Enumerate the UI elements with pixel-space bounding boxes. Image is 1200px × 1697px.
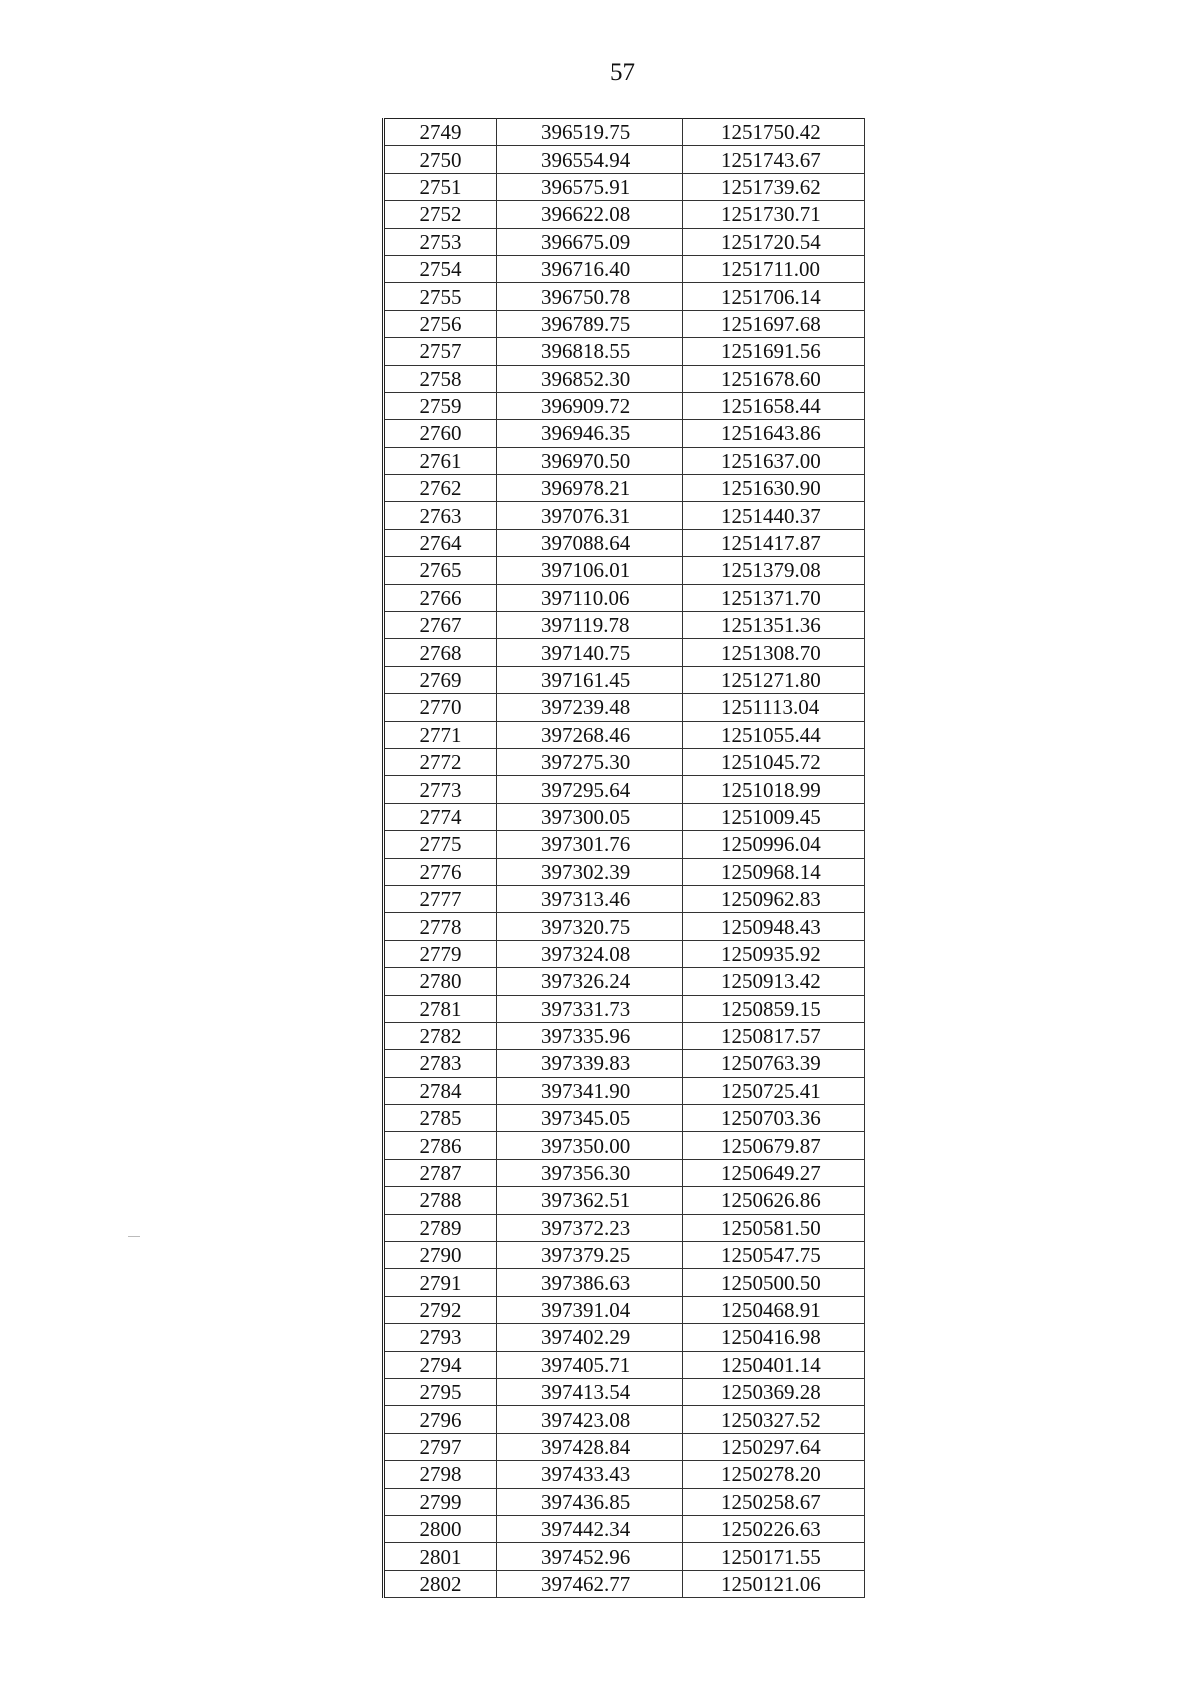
y-coordinate-cell: 1250725.41 xyxy=(683,1077,865,1104)
point-number-cell: 2757 xyxy=(384,338,497,365)
y-coordinate-cell: 1250962.83 xyxy=(683,885,865,912)
x-coordinate-cell: 397106.01 xyxy=(497,557,683,584)
x-coordinate-cell: 397119.78 xyxy=(497,612,683,639)
point-number-cell: 2801 xyxy=(384,1543,497,1570)
table-row xyxy=(384,420,865,447)
table-row xyxy=(384,392,865,419)
point-number-cell: 2802 xyxy=(384,1570,497,1597)
point-number-cell: 2758 xyxy=(384,365,497,392)
x-coordinate-cell: 396675.09 xyxy=(497,228,683,255)
table-row xyxy=(384,1296,865,1323)
point-number-cell: 2752 xyxy=(384,201,497,228)
point-number-cell: 2781 xyxy=(384,995,497,1022)
point-number-cell: 2753 xyxy=(384,228,497,255)
x-coordinate-cell: 396716.40 xyxy=(497,255,683,282)
y-coordinate-cell: 1251720.54 xyxy=(683,228,865,255)
y-coordinate-cell: 1251371.70 xyxy=(683,584,865,611)
table-row xyxy=(384,1159,865,1186)
table-row xyxy=(384,283,865,310)
y-coordinate-cell: 1250996.04 xyxy=(683,831,865,858)
point-number-cell: 2771 xyxy=(384,721,497,748)
table-row xyxy=(384,1351,865,1378)
x-coordinate-cell: 397462.77 xyxy=(497,1570,683,1597)
table-row xyxy=(384,612,865,639)
point-number-cell: 2774 xyxy=(384,803,497,830)
point-number-cell: 2789 xyxy=(384,1214,497,1241)
y-coordinate-cell: 1250327.52 xyxy=(683,1406,865,1433)
x-coordinate-cell: 397268.46 xyxy=(497,721,683,748)
y-coordinate-cell: 1250581.50 xyxy=(683,1214,865,1241)
table-row xyxy=(384,1022,865,1049)
x-coordinate-cell: 397076.31 xyxy=(497,502,683,529)
y-coordinate-cell: 1251009.45 xyxy=(683,803,865,830)
x-coordinate-cell: 396622.08 xyxy=(497,201,683,228)
y-coordinate-cell: 1250679.87 xyxy=(683,1132,865,1159)
table-row xyxy=(384,694,865,721)
table-row xyxy=(384,1077,865,1104)
table-row xyxy=(384,968,865,995)
table-row xyxy=(384,1570,865,1597)
point-number-cell: 2762 xyxy=(384,475,497,502)
y-coordinate-cell: 1250369.28 xyxy=(683,1378,865,1405)
table-row xyxy=(384,1406,865,1433)
y-coordinate-cell: 1250763.39 xyxy=(683,1050,865,1077)
table-row xyxy=(384,557,865,584)
y-coordinate-cell: 1251417.87 xyxy=(683,529,865,556)
table-row xyxy=(384,502,865,529)
point-number-cell: 2796 xyxy=(384,1406,497,1433)
point-number-cell: 2767 xyxy=(384,612,497,639)
y-coordinate-cell: 1250500.50 xyxy=(683,1269,865,1296)
y-coordinate-cell: 1251739.62 xyxy=(683,173,865,200)
y-coordinate-cell: 1251440.37 xyxy=(683,502,865,529)
table-row xyxy=(384,913,865,940)
y-coordinate-cell: 1250626.86 xyxy=(683,1187,865,1214)
x-coordinate-cell: 397275.30 xyxy=(497,748,683,775)
x-coordinate-cell: 397301.76 xyxy=(497,831,683,858)
point-number-cell: 2766 xyxy=(384,584,497,611)
table-row xyxy=(384,1515,865,1542)
point-number-cell: 2776 xyxy=(384,858,497,885)
point-number-cell: 2765 xyxy=(384,557,497,584)
y-coordinate-cell: 1250913.42 xyxy=(683,968,865,995)
x-coordinate-cell: 396554.94 xyxy=(497,146,683,173)
table-row xyxy=(384,1324,865,1351)
point-number-cell: 2770 xyxy=(384,694,497,721)
y-coordinate-cell: 1251691.56 xyxy=(683,338,865,365)
page-number: 57 xyxy=(610,59,635,86)
table-row xyxy=(384,1461,865,1488)
y-coordinate-cell: 1250859.15 xyxy=(683,995,865,1022)
x-coordinate-cell: 396970.50 xyxy=(497,447,683,474)
x-coordinate-cell: 397372.23 xyxy=(497,1214,683,1241)
x-coordinate-cell: 397331.73 xyxy=(497,995,683,1022)
table-row xyxy=(384,803,865,830)
x-coordinate-cell: 397239.48 xyxy=(497,694,683,721)
point-number-cell: 2760 xyxy=(384,420,497,447)
point-number-cell: 2768 xyxy=(384,639,497,666)
x-coordinate-cell: 396575.91 xyxy=(497,173,683,200)
table-row xyxy=(384,447,865,474)
y-coordinate-cell: 1251643.86 xyxy=(683,420,865,447)
y-coordinate-cell: 1251351.36 xyxy=(683,612,865,639)
table-row xyxy=(384,885,865,912)
x-coordinate-cell: 397326.24 xyxy=(497,968,683,995)
y-coordinate-cell: 1251630.90 xyxy=(683,475,865,502)
y-coordinate-cell: 1250416.98 xyxy=(683,1324,865,1351)
y-coordinate-cell: 1251113.04 xyxy=(683,694,865,721)
y-coordinate-cell: 1250258.67 xyxy=(683,1488,865,1515)
y-coordinate-cell: 1250948.43 xyxy=(683,913,865,940)
x-coordinate-cell: 397386.63 xyxy=(497,1269,683,1296)
table-row xyxy=(384,201,865,228)
x-coordinate-cell: 397436.85 xyxy=(497,1488,683,1515)
x-coordinate-cell: 397442.34 xyxy=(497,1515,683,1542)
y-coordinate-cell: 1250468.91 xyxy=(683,1296,865,1323)
y-coordinate-cell: 1251045.72 xyxy=(683,748,865,775)
y-coordinate-cell: 1250935.92 xyxy=(683,940,865,967)
table-row xyxy=(384,584,865,611)
y-coordinate-cell: 1250171.55 xyxy=(683,1543,865,1570)
table-row xyxy=(384,146,865,173)
y-coordinate-cell: 1251658.44 xyxy=(683,392,865,419)
x-coordinate-cell: 397295.64 xyxy=(497,776,683,803)
y-coordinate-cell: 1250121.06 xyxy=(683,1570,865,1597)
point-number-cell: 2793 xyxy=(384,1324,497,1351)
point-number-cell: 2800 xyxy=(384,1515,497,1542)
x-coordinate-cell: 397423.08 xyxy=(497,1406,683,1433)
table-row xyxy=(384,1050,865,1077)
table-row xyxy=(384,1269,865,1296)
y-coordinate-cell: 1251018.99 xyxy=(683,776,865,803)
x-coordinate-cell: 397300.05 xyxy=(497,803,683,830)
y-coordinate-cell: 1250547.75 xyxy=(683,1242,865,1269)
x-coordinate-cell: 397161.45 xyxy=(497,666,683,693)
table-row xyxy=(384,255,865,282)
y-coordinate-cell: 1251750.42 xyxy=(683,119,865,146)
point-number-cell: 2792 xyxy=(384,1296,497,1323)
point-number-cell: 2788 xyxy=(384,1187,497,1214)
point-number-cell: 2772 xyxy=(384,748,497,775)
x-coordinate-cell: 396909.72 xyxy=(497,392,683,419)
point-number-cell: 2763 xyxy=(384,502,497,529)
x-coordinate-cell: 397452.96 xyxy=(497,1543,683,1570)
point-number-cell: 2764 xyxy=(384,529,497,556)
x-coordinate-cell: 396852.30 xyxy=(497,365,683,392)
table-row xyxy=(384,1488,865,1515)
y-coordinate-cell: 1251711.00 xyxy=(683,255,865,282)
table-row xyxy=(384,228,865,255)
x-coordinate-cell: 397320.75 xyxy=(497,913,683,940)
x-coordinate-cell: 397313.46 xyxy=(497,885,683,912)
point-number-cell: 2755 xyxy=(384,283,497,310)
y-coordinate-cell: 1250649.27 xyxy=(683,1159,865,1186)
table-row xyxy=(384,1187,865,1214)
y-coordinate-cell: 1251730.71 xyxy=(683,201,865,228)
point-number-cell: 2779 xyxy=(384,940,497,967)
table-row xyxy=(384,1543,865,1570)
y-coordinate-cell: 1250968.14 xyxy=(683,858,865,885)
point-number-cell: 2787 xyxy=(384,1159,497,1186)
point-number-cell: 2750 xyxy=(384,146,497,173)
y-coordinate-cell: 1250297.64 xyxy=(683,1433,865,1460)
table-row xyxy=(384,338,865,365)
x-coordinate-cell: 396789.75 xyxy=(497,310,683,337)
point-number-cell: 2799 xyxy=(384,1488,497,1515)
point-number-cell: 2783 xyxy=(384,1050,497,1077)
point-number-cell: 2795 xyxy=(384,1378,497,1405)
table-row xyxy=(384,721,865,748)
y-coordinate-cell: 1251379.08 xyxy=(683,557,865,584)
x-coordinate-cell: 397302.39 xyxy=(497,858,683,885)
x-coordinate-cell: 397350.00 xyxy=(497,1132,683,1159)
x-coordinate-cell: 397356.30 xyxy=(497,1159,683,1186)
x-coordinate-cell: 397391.04 xyxy=(497,1296,683,1323)
table-row xyxy=(384,639,865,666)
x-coordinate-cell: 397345.05 xyxy=(497,1105,683,1132)
x-coordinate-cell: 396978.21 xyxy=(497,475,683,502)
x-coordinate-cell: 397341.90 xyxy=(497,1077,683,1104)
point-number-cell: 2749 xyxy=(384,119,497,146)
table-row xyxy=(384,1433,865,1460)
point-number-cell: 2780 xyxy=(384,968,497,995)
point-number-cell: 2777 xyxy=(384,885,497,912)
y-coordinate-cell: 1251678.60 xyxy=(683,365,865,392)
table-row xyxy=(384,310,865,337)
table-row xyxy=(384,940,865,967)
table-row xyxy=(384,529,865,556)
point-number-cell: 2782 xyxy=(384,1022,497,1049)
coordinates-table xyxy=(382,118,865,1598)
point-number-cell: 2773 xyxy=(384,776,497,803)
point-number-cell: 2786 xyxy=(384,1132,497,1159)
point-number-cell: 2797 xyxy=(384,1433,497,1460)
x-coordinate-cell: 397379.25 xyxy=(497,1242,683,1269)
x-coordinate-cell: 397324.08 xyxy=(497,940,683,967)
y-coordinate-cell: 1250703.36 xyxy=(683,1105,865,1132)
x-coordinate-cell: 396818.55 xyxy=(497,338,683,365)
point-number-cell: 2769 xyxy=(384,666,497,693)
y-coordinate-cell: 1251055.44 xyxy=(683,721,865,748)
point-number-cell: 2790 xyxy=(384,1242,497,1269)
point-number-cell: 2756 xyxy=(384,310,497,337)
y-coordinate-cell: 1251308.70 xyxy=(683,639,865,666)
table-row xyxy=(384,831,865,858)
point-number-cell: 2791 xyxy=(384,1269,497,1296)
table-row xyxy=(384,1105,865,1132)
x-coordinate-cell: 397433.43 xyxy=(497,1461,683,1488)
x-coordinate-cell: 397413.54 xyxy=(497,1378,683,1405)
table-row xyxy=(384,858,865,885)
point-number-cell: 2754 xyxy=(384,255,497,282)
y-coordinate-cell: 1251271.80 xyxy=(683,666,865,693)
table-row xyxy=(384,119,865,146)
x-coordinate-cell: 397335.96 xyxy=(497,1022,683,1049)
table-row xyxy=(384,666,865,693)
table-row xyxy=(384,475,865,502)
y-coordinate-cell: 1250226.63 xyxy=(683,1515,865,1542)
x-coordinate-cell: 397110.06 xyxy=(497,584,683,611)
point-number-cell: 2759 xyxy=(384,392,497,419)
x-coordinate-cell: 397140.75 xyxy=(497,639,683,666)
y-coordinate-cell: 1251637.00 xyxy=(683,447,865,474)
scan-mark xyxy=(128,1236,140,1237)
table-row xyxy=(384,1378,865,1405)
x-coordinate-cell: 397362.51 xyxy=(497,1187,683,1214)
coordinates-table-body xyxy=(384,119,865,1598)
point-number-cell: 2794 xyxy=(384,1351,497,1378)
y-coordinate-cell: 1250401.14 xyxy=(683,1351,865,1378)
y-coordinate-cell: 1251743.67 xyxy=(683,146,865,173)
x-coordinate-cell: 397402.29 xyxy=(497,1324,683,1351)
x-coordinate-cell: 396750.78 xyxy=(497,283,683,310)
table-row xyxy=(384,1132,865,1159)
table-row xyxy=(384,748,865,775)
x-coordinate-cell: 396519.75 xyxy=(497,119,683,146)
point-number-cell: 2798 xyxy=(384,1461,497,1488)
x-coordinate-cell: 396946.35 xyxy=(497,420,683,447)
x-coordinate-cell: 397405.71 xyxy=(497,1351,683,1378)
x-coordinate-cell: 397428.84 xyxy=(497,1433,683,1460)
table-row xyxy=(384,776,865,803)
point-number-cell: 2775 xyxy=(384,831,497,858)
point-number-cell: 2785 xyxy=(384,1105,497,1132)
table-row xyxy=(384,173,865,200)
table-row xyxy=(384,1214,865,1241)
x-coordinate-cell: 397339.83 xyxy=(497,1050,683,1077)
x-coordinate-cell: 397088.64 xyxy=(497,529,683,556)
y-coordinate-cell: 1250278.20 xyxy=(683,1461,865,1488)
point-number-cell: 2761 xyxy=(384,447,497,474)
point-number-cell: 2751 xyxy=(384,173,497,200)
y-coordinate-cell: 1251697.68 xyxy=(683,310,865,337)
table-row xyxy=(384,995,865,1022)
point-number-cell: 2784 xyxy=(384,1077,497,1104)
table-row xyxy=(384,1242,865,1269)
point-number-cell: 2778 xyxy=(384,913,497,940)
y-coordinate-cell: 1251706.14 xyxy=(683,283,865,310)
table-row xyxy=(384,365,865,392)
y-coordinate-cell: 1250817.57 xyxy=(683,1022,865,1049)
